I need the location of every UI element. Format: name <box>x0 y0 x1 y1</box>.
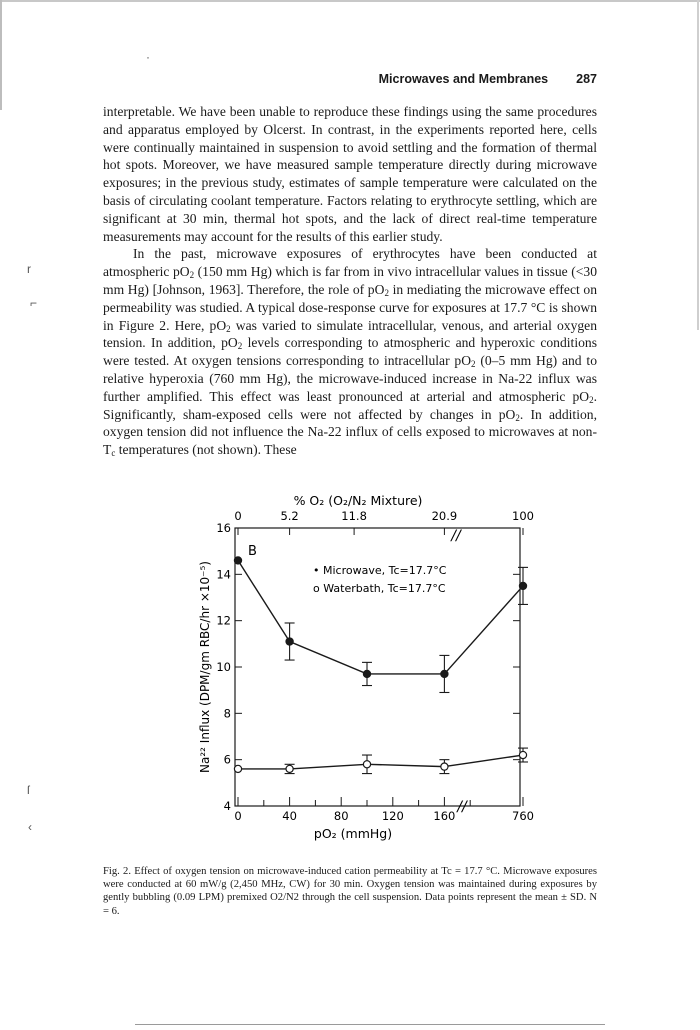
x-tick-label: 760 <box>512 809 534 823</box>
microwave-point <box>441 670 448 677</box>
y-tick-label: 10 <box>216 660 231 674</box>
paragraph-1: interpretable. We have been unable to reproduce these findings using the same procedures and apparatus employed by Olcerst. In contrast, in the experiments reported here, cells were continually maintained in suspension to avoid settling and the formation of thermal hot spots. Moreover, we have measured sample temperature directly during microwave exposures; in the previous study, estimates of sample temperature were calculated on the basis of circulating coolant temperature. Factors relating to erythrocyte settling, which are significant at 30 min, thermal hot spots, and the lack of direct real-time temperature measurements may account for the results of this earlier study. <box>103 104 597 244</box>
body-text <box>103 103 597 459</box>
figure-2 <box>195 488 540 848</box>
series-line-waterbath <box>238 764 444 769</box>
x-tick-label: 80 <box>333 809 349 823</box>
series-line-microwave <box>238 560 444 674</box>
panel-letter: B <box>248 544 257 559</box>
top-tick-label: 100 <box>512 509 534 523</box>
page-number: 287 <box>576 72 597 86</box>
running-head <box>100 72 597 86</box>
scan-speck: ſ <box>27 783 30 797</box>
top-tick-label: 11.8 <box>341 509 367 523</box>
scan-edge-bottom <box>135 1024 605 1025</box>
figure-caption: Fig. 2. Effect of oxygen tension on microwave-induced cation permeability at Tc = 17.7 °C. Microwave exposures were conducted at 60 mW/g (2,450 MHz, CW) for 30 min. Oxygen tension was maintained during exposures by gently bubbling (0.09 LPM) premixed O2/N2 through the cell suspension. Data points represent the mean ± SD. N = 6. <box>103 866 597 917</box>
y-tick-label: 4 <box>223 799 231 813</box>
top-tick-labels <box>234 509 534 523</box>
x-axis-title: pO₂ (mmHg) <box>313 826 393 841</box>
x-tick-label: 0 <box>234 809 242 823</box>
x-tick-label: 160 <box>433 809 456 823</box>
scan-edge-right <box>697 0 699 330</box>
waterbath-point <box>363 761 370 768</box>
waterbath-point <box>286 765 293 772</box>
microwave-point <box>519 582 526 589</box>
top-tick-label: 0 <box>234 509 242 523</box>
waterbath-point <box>234 765 241 772</box>
legend-microwave: • Microwave, Tc=17.7°C <box>313 564 447 577</box>
x-tick-label: 40 <box>282 809 297 823</box>
y-axis-title: Na²² Influx (DPM/gm RBC/hr ×10⁻⁵) <box>198 561 212 773</box>
microwave-point <box>286 638 293 645</box>
microwave-point <box>363 670 370 677</box>
scan-edge-left <box>0 0 2 110</box>
waterbath-point <box>441 763 448 770</box>
running-title: Microwaves and Membranes <box>378 72 549 86</box>
y-tick-labels <box>216 521 231 813</box>
top-tick-label: 5.2 <box>280 509 299 523</box>
scan-speck: · <box>146 50 150 64</box>
x-tick-label: 120 <box>381 809 404 823</box>
waterbath-point <box>519 751 526 758</box>
bottom-axis-break-mark: // <box>457 799 467 815</box>
top-tick-label: 20.9 <box>431 509 458 523</box>
y-tick-label: 6 <box>223 752 231 767</box>
y-tick-label: 14 <box>216 567 231 582</box>
paragraph-2: In the past, microwave exposures of erythrocytes have been conducted at atmospheric $pO_2$ (150 mm Hg) which is far from in vivo intracellular values in tissue (<30 mm Hg) [Johnson, 1963]. Therefore, the role of $pO_2$ in mediating the microwave effect on permeability was studied. A typical dose-response curve for exposures at 17.7 °C is shown in Figure 2. Here, $pO_2$ was varied to simulate intracellular, venous, and arterial oxygen tension. In addition, $pO_2$ levels corresponding to atmospheric and hyperoxic conditions were tested. At oxygen tensions corresponding to intracellular $pO_2$ (0–5 mm Hg) and to relative hyperoxia (760 mm Hg), the microwave-induced increase in Na-22 influx was further amplified. This effect was least pronounced at arterial and atmospheric $pO_2$. Significantly, sham-exposed cells were not affected by changes in $pO_2$. In addition, oxygen tension did not influence the Na-22 influx of cells exposed to microwaves at non-$T_c$ temperatures (not shown). These <box>103 246 598 459</box>
top-axis-break-mark: // <box>451 528 461 544</box>
x-tick-labels <box>234 809 534 823</box>
microwave-point <box>234 557 241 564</box>
series-line-segment <box>444 586 523 674</box>
scan-speck: r <box>27 262 31 276</box>
y-tick-label: 8 <box>223 706 231 721</box>
series-line-segment <box>444 755 523 767</box>
scan-speck: ‹ <box>28 820 32 834</box>
scan-speck: ⌐ <box>30 296 38 310</box>
scan-edge-top <box>0 0 700 2</box>
oxygen-tension-chart <box>195 488 540 848</box>
y-tick-label: 16 <box>216 521 231 535</box>
top-axis-title: % O₂ (O₂/N₂ Mixture) <box>293 493 423 508</box>
legend-waterbath: o Waterbath, Tc=17.7°C <box>313 582 446 595</box>
y-tick-label: 12 <box>216 613 231 628</box>
